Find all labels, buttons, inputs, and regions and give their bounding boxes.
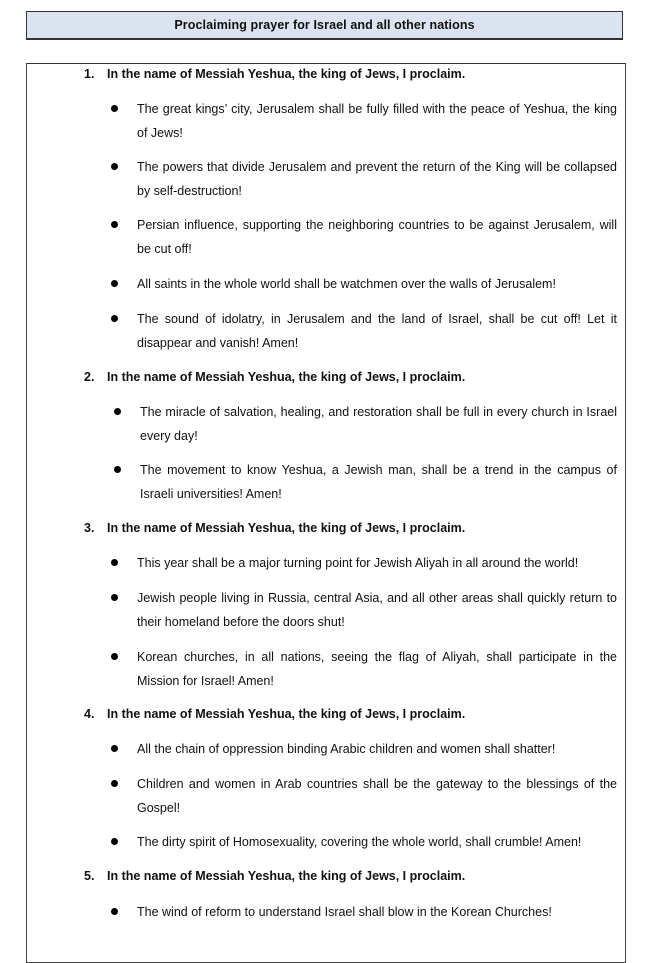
- section-heading: [84, 521, 465, 535]
- list-item: [0, 97, 659, 145]
- bullet-icon: [111, 105, 118, 112]
- list-item-text: Jewish people living in Russia, central Asia, and all other areas shall quickly return to their homeland before the doors shut!: [137, 591, 617, 629]
- document-title-box: [26, 11, 623, 40]
- list-item: [0, 900, 659, 924]
- list-item: [0, 272, 659, 296]
- bullet-icon: [111, 908, 118, 915]
- list-item: [0, 772, 659, 820]
- section-number: 4.: [84, 707, 95, 721]
- bullet-icon: [111, 780, 118, 787]
- list-item: [0, 645, 659, 693]
- bullet-icon: [111, 594, 118, 601]
- list-item: [0, 307, 659, 355]
- list-item: [0, 830, 659, 854]
- list-item-text: Children and women in Arab countries shall be the gateway to the blessings of the Gospel!: [137, 777, 617, 815]
- list-item-text: The wind of reform to understand Israel shall blow in the Korean Churches!: [137, 905, 552, 919]
- list-item-text: The sound of idolatry, in Jerusalem and the land of Israel, shall be cut off! Let it disappear and vanish! Amen!: [137, 312, 617, 350]
- section-number: 2.: [84, 370, 95, 384]
- list-item: [0, 458, 659, 506]
- section-heading-text: In the name of Messiah Yeshua, the king of Jews, I proclaim.: [107, 521, 466, 535]
- list-item-text: Korean churches, in all nations, seeing the flag of Aliyah, shall participate in the Mission for Israel! Amen!: [137, 650, 617, 688]
- document-title: Proclaiming prayer for Israel and all other nations: [174, 18, 475, 32]
- section-heading: [84, 869, 465, 883]
- list-item-text: The movement to know Yeshua, a Jewish man, shall be a trend in the campus of Israeli universities! Amen!: [140, 463, 617, 501]
- bullet-icon: [111, 745, 118, 752]
- bullet-icon: [111, 315, 118, 322]
- list-item: [0, 737, 659, 761]
- bullet-icon: [111, 221, 118, 228]
- section-number: 3.: [84, 521, 95, 535]
- bullet-icon: [114, 408, 121, 415]
- section-heading-text: In the name of Messiah Yeshua, the king of Jews, I proclaim.: [107, 707, 466, 721]
- list-item: [0, 551, 659, 575]
- bullet-icon: [111, 163, 118, 170]
- list-item-text: The powers that divide Jerusalem and prevent the return of the King will be collapsed by self-destruction!: [137, 160, 617, 198]
- section-number: 5.: [84, 869, 95, 883]
- list-item-text: This year shall be a major turning point for Jewish Aliyah in all around the world!: [137, 556, 579, 570]
- list-item: [0, 400, 659, 448]
- list-item: [0, 586, 659, 634]
- section-heading-text: In the name of Messiah Yeshua, the king of Jews, I proclaim.: [107, 370, 466, 384]
- bullet-icon: [111, 653, 118, 660]
- section-number: 1.: [84, 67, 95, 81]
- section-heading-text: In the name of Messiah Yeshua, the king of Jews, I proclaim.: [107, 67, 466, 81]
- list-item-text: Persian influence, supporting the neighboring countries to be against Jerusalem, will be cut off!: [137, 218, 617, 256]
- list-item-text: The dirty spirit of Homosexuality, covering the whole world, shall crumble! Amen!: [137, 835, 582, 849]
- list-item: [0, 213, 659, 261]
- bullet-icon: [111, 838, 118, 845]
- section-heading-text: In the name of Messiah Yeshua, the king of Jews, I proclaim.: [107, 869, 466, 883]
- section-heading: [84, 370, 465, 384]
- list-item: [0, 155, 659, 203]
- section-heading: [84, 67, 465, 81]
- list-item-text: The great kings’ city, Jerusalem shall be fully filled with the peace of Yeshua, the king of Jews!: [137, 102, 617, 140]
- bullet-icon: [114, 466, 121, 473]
- bullet-icon: [111, 280, 118, 287]
- section-heading: [84, 707, 465, 721]
- list-item-text: All saints in the whole world shall be watchmen over the walls of Jerusalem!: [137, 277, 556, 291]
- list-item-text: The miracle of salvation, healing, and restoration shall be full in every church in Israel every day!: [140, 405, 617, 443]
- list-item-text: All the chain of oppression binding Arabic children and women shall shatter!: [137, 742, 556, 756]
- bullet-icon: [111, 559, 118, 566]
